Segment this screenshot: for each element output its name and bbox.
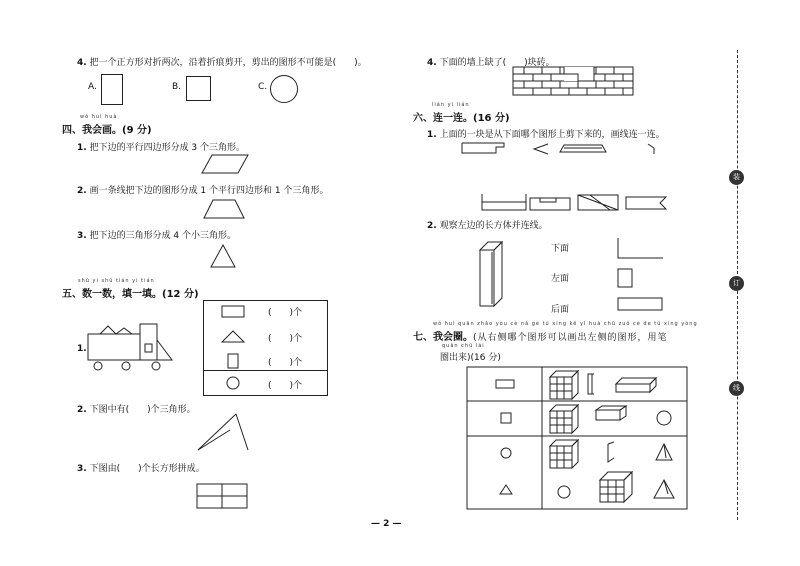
binding-mark-2: 订 <box>729 276 744 291</box>
page-number: — 2 — <box>371 519 402 529</box>
sec5-q2: 2. 下图中有( )个三角形。 <box>77 405 196 415</box>
cut-pieces-figure <box>460 140 670 216</box>
count-row-4[interactable]: ( )个 <box>268 381 303 391</box>
sec6-title: 六、连一连。(16 分) <box>413 113 510 124</box>
sec5-q1-number: 1. <box>77 344 87 354</box>
trapezoid-shape <box>203 198 245 220</box>
sec4-item-2: 2. 画一条线把下边的图形分成 1 个平行四边形和 1 个三角形。 <box>77 186 329 196</box>
sec5-q3: 3. 下图由( )个长方形拼成。 <box>77 464 205 474</box>
view-label-back: 后面 <box>551 305 570 315</box>
view-label-left: 左面 <box>551 274 570 284</box>
view-label-bottom: 下面 <box>551 244 570 254</box>
binding-mark-1: 装 <box>729 170 744 185</box>
truck-figure <box>86 322 178 372</box>
option-a-tall-rectangle <box>101 74 123 105</box>
sec7-pinyin: wǒ huì quān zhǎo yòu cè nǎ gè tú xíng kě yǐ huà chū zuǒ cè de tú xíng yòng <box>433 321 698 327</box>
sec4-title: 四、我会画。(9 分) <box>62 125 152 136</box>
option-b-label: B. <box>172 82 182 92</box>
sec4-item-3: 3. 把下边的三角形分成 4 个小三角形。 <box>77 231 237 241</box>
view-shapes <box>615 236 665 318</box>
angle-lines-figure <box>196 412 256 452</box>
question-4 <box>77 55 367 68</box>
sec5-title: 五、数一数，填一填。(12 分) <box>62 289 199 300</box>
option-b-square <box>186 76 211 101</box>
sec7-text-2: 圈出来)(16 分) <box>440 353 501 363</box>
parallelogram-shape <box>200 153 250 175</box>
binding-mark-3: 线 <box>729 381 744 396</box>
count-row-3[interactable]: ( )个 <box>268 358 303 368</box>
right-question-4: 4. 下面的墙上缺了( )块砖。 <box>427 58 555 68</box>
brick-wall-figure <box>512 66 634 96</box>
circle-table <box>466 366 688 510</box>
option-c-circle <box>270 75 298 103</box>
sec7-title: 七、我会圈。(从右侧哪个图形可以画出左侧的图形，用笔 <box>413 332 668 343</box>
count-row-1[interactable]: ( )个 <box>268 308 303 318</box>
sec4-pinyin: wǒ huì huà <box>80 114 118 120</box>
option-c-label: C. <box>258 82 268 92</box>
question-number: 4. <box>77 58 87 68</box>
rectangles-figure <box>196 483 248 509</box>
question-text: 把一个正方形对折两次，沿着折痕剪开，剪出的图形不可能是( )。 <box>89 58 367 68</box>
sec6-q1: 1. 上面的一块是从下面哪个图形上剪下来的，画线连一连。 <box>427 130 665 140</box>
count-row-2[interactable]: ( )个 <box>268 334 303 344</box>
count-table-shapes <box>218 303 248 393</box>
sec4-item-1: 1. 把下边的平行四边形分成 3 个三角形。 <box>77 143 246 153</box>
sec6-pinyin: lián yi lián <box>432 102 470 108</box>
sec6-q2: 2. 观察左边的长方体并连线。 <box>427 221 548 231</box>
triangle-shape <box>210 244 236 268</box>
cuboid-figure <box>478 240 508 310</box>
option-a-label: A. <box>88 82 97 92</box>
sec5-pinyin: shǔ yi shǔ tián yi tián <box>78 278 155 284</box>
sec7-pinyin-2: quān chū lái <box>442 343 485 349</box>
